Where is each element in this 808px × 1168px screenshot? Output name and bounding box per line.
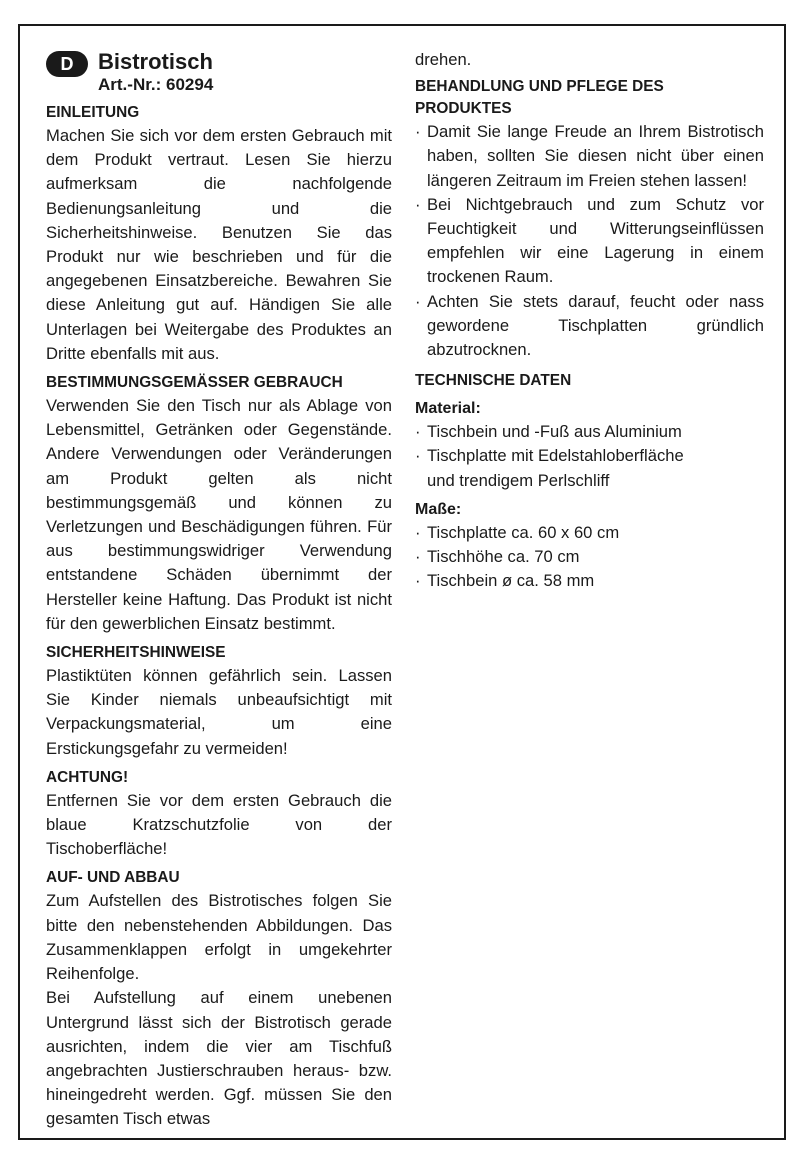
masse-item xyxy=(415,521,764,545)
achtung-text: Entfernen Sie vor dem ersten Gebrauch die blaue Kratzschutzfolie von der Tischoberfläche! xyxy=(46,790,392,859)
einleitung-heading: EINLEITUNG xyxy=(46,104,140,121)
aufbau-text-2: Bei Aufstellung auf einem unebenen Untergrund lässt sich der Bistrotisch gerade ausrichten, indem die vier am Tischfuß angebrachten Justierschrauben heraus- bzw. hineingedreht werden. Ggf. müssen Sie den gesamten Tisch etwas xyxy=(46,988,392,1129)
material-item-text: Tischbein und -Fuß aus Aluminium xyxy=(427,422,682,442)
right-column xyxy=(415,48,764,593)
achtung-heading: ACHTUNG! xyxy=(46,768,129,786)
left-column xyxy=(46,50,392,1132)
masse-item-text: Tischhöhe ca. 70 cm xyxy=(427,547,580,567)
pflege-item xyxy=(415,290,764,363)
bullet-glyph: · xyxy=(415,547,421,567)
bullet-glyph: · xyxy=(415,122,421,142)
material-heading: Material: xyxy=(415,400,481,418)
pflege-item-text: Damit Sie lange Freude an Ihrem Bistrotisch haben, sollten Sie diesen nicht über einen längeren Zeitraum im Freien stehen lassen! xyxy=(427,122,764,190)
article-number: Art.-Nr.: 60294 xyxy=(98,75,214,94)
gebrauch-heading: BESTIMMUNGSGEMÄSSER GEBRAUCH xyxy=(46,374,343,392)
pflege-item-text: Bei Nichtgebrauch und zum Schutz vor Feuchtigkeit und Witterungseinflüssen empfehlen wir eine Lagerung in einem trockenen Raum. xyxy=(427,194,764,287)
document-header xyxy=(46,50,392,96)
gebrauch-text: Verwenden Sie den Tisch nur als Ablage von Lebensmittel, Getränken oder Gegenstände. Andere Verwendungen oder Veränderungen am Produkt gelten als nicht bestimmungsgemäß und können zu Verletzungen und Beschädigungen führen. Für aus bestimmungswidriger Verwendung entstandene Schäden übernimmt der Hersteller keine Haftung. Das Produkt ist nicht für den gewerblichen Einsatz bestimmt. xyxy=(46,396,392,633)
aufbau-heading: AUF- UND ABBAU xyxy=(46,869,180,887)
masse-heading: Maße: xyxy=(415,500,462,518)
sicherheit-heading: SICHERHEITSHINWEISE xyxy=(46,644,226,662)
material-item xyxy=(415,444,764,492)
bullet-glyph: · xyxy=(415,194,421,214)
masse-item-text: Tischplatte ca. 60 x 60 cm xyxy=(427,522,620,542)
aufbau-text-1: Zum Aufstellen des Bistrotisches folgen Sie bitte den nebenstehenden Abbildungen. Das Zusammenklappen erfolgt in umgekehrter Reihenfolge. xyxy=(46,891,392,984)
masse-item-text: Tischbein ø ca. 58 mm xyxy=(427,571,595,591)
technik-heading: TECHNISCHE DATEN xyxy=(415,372,572,390)
language-badge: D xyxy=(46,51,88,77)
material-item xyxy=(415,420,764,444)
pflege-item xyxy=(415,120,764,193)
bullet-glyph: · xyxy=(415,446,421,466)
continuation-text: drehen. xyxy=(415,50,472,69)
bullet-glyph: · xyxy=(415,291,421,311)
bullet-glyph: · xyxy=(415,422,421,442)
pflege-heading: BEHANDLUNG UND PFLEGE DES PRODUKTES xyxy=(415,78,664,118)
masse-item xyxy=(415,569,764,593)
sicherheit-text: Plastiktüten können gefährlich sein. Lassen Sie Kinder niemals unbeaufsichtigt mit Verpackungsmaterial, um eine Erstickungsgefahr zu vermeiden! xyxy=(46,666,392,758)
material-item-text: Tischplatte mit Edelstahloberfläche und trendigem Perlschliff xyxy=(427,446,684,490)
bullet-glyph: · xyxy=(415,571,421,591)
product-title: Bistrotisch xyxy=(98,49,213,74)
einleitung-text: Machen Sie sich vor dem ersten Gebrauch mit dem Produkt vertraut. Lesen Sie hierzu aufmerksam die nachfolgende Bedienungsanleitung und die Sicherheitshinweise. Benutzen Sie das Produkt nur wie beschrieben und für die angegebenen Einsatzbereiche. Bewahren Sie diese Anleitung gut auf. Händigen Sie alle Unterlagen bei Weitergabe des Produktes an Dritte ebenfalls mit aus. xyxy=(46,126,392,363)
bullet-glyph: · xyxy=(415,522,421,542)
masse-item xyxy=(415,545,764,569)
pflege-item-text: Achten Sie stets darauf, feucht oder nass gewordene Tischplatten gründlich abzutrocknen. xyxy=(427,291,764,360)
pflege-item xyxy=(415,193,764,290)
